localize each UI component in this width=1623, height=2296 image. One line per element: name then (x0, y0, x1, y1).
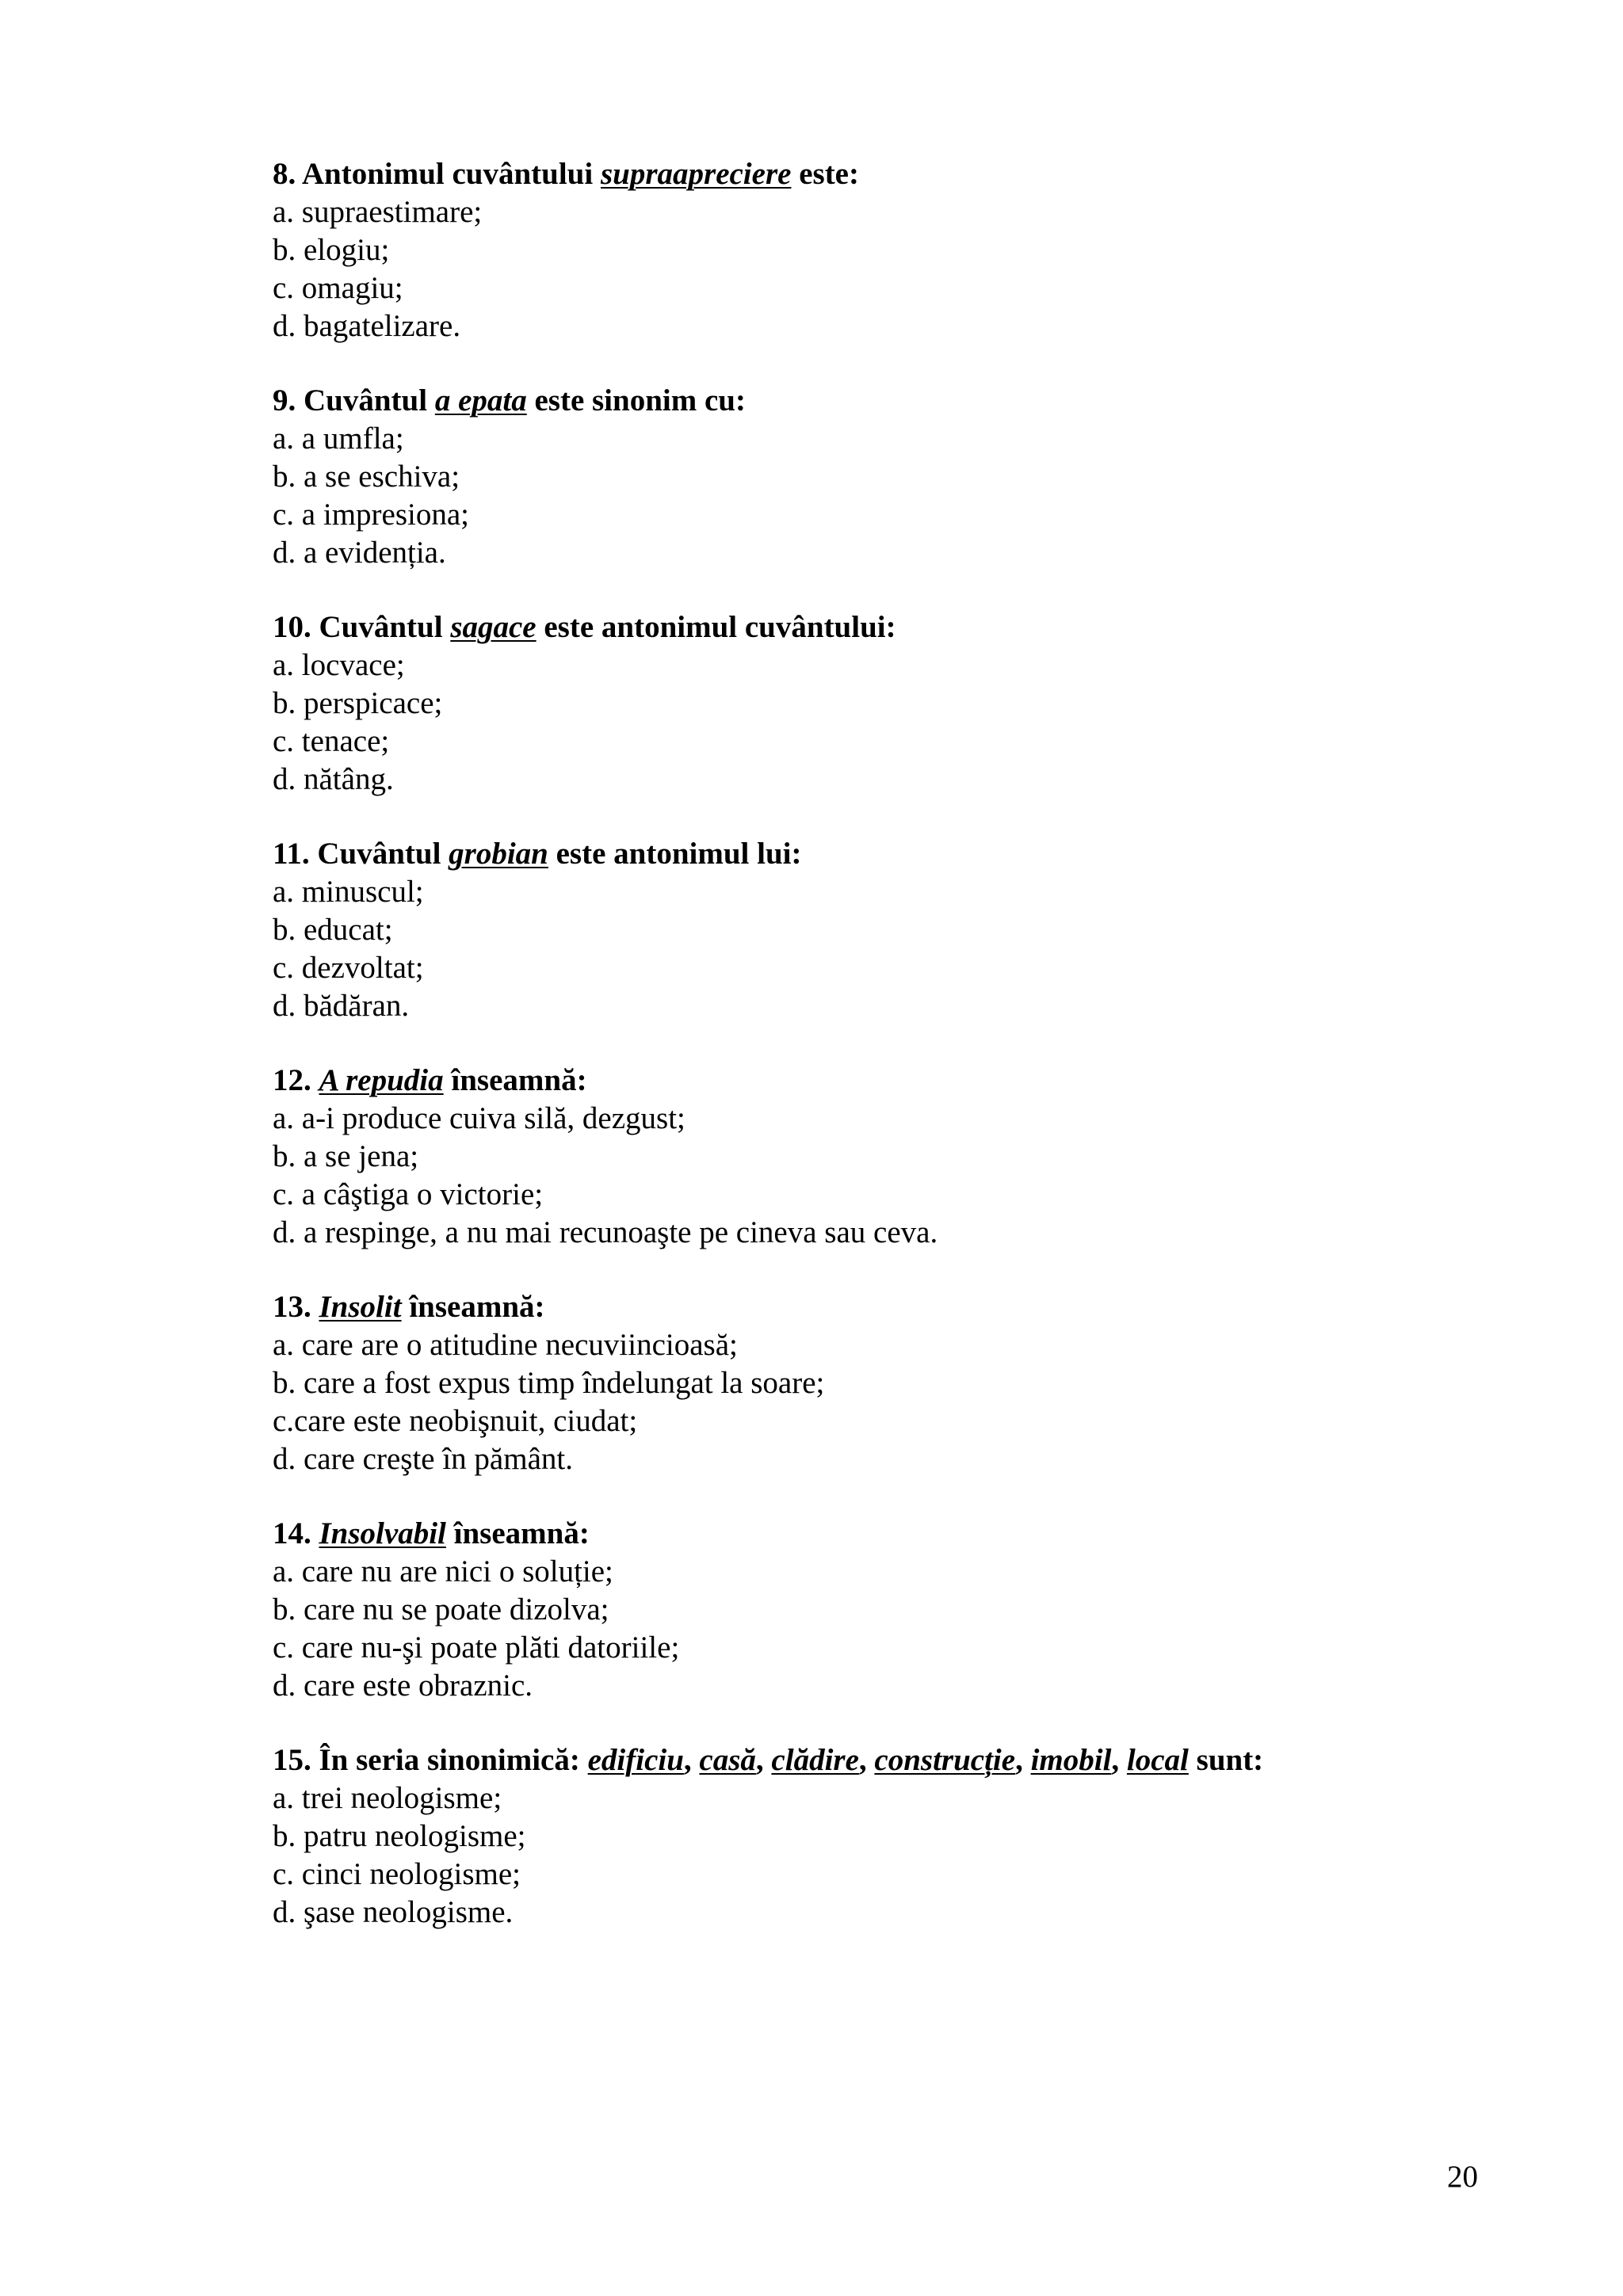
option-d: d. a evidenția. (273, 536, 446, 570)
separator: , (1111, 1743, 1127, 1777)
option-c: c. care nu-şi poate plăti datoriile; (273, 1630, 680, 1665)
option-c: c. cinci neologisme; (273, 1857, 521, 1891)
option-b: b. patru neologisme; (273, 1819, 526, 1853)
question-13 (273, 1288, 1541, 1478)
option-a: a. a-i produce cuiva silă, dezgust; (273, 1101, 685, 1135)
option-b: b. educat; (273, 913, 393, 947)
question-title (273, 1288, 1541, 1326)
keyword: Insolit (319, 1290, 402, 1324)
question-title (273, 1741, 1541, 1779)
option-b: b. perspicace; (273, 686, 443, 720)
option-d: d. bagatelizare. (273, 309, 461, 343)
keyword: Insolvabil (319, 1516, 446, 1550)
keyword: sagace (450, 610, 537, 644)
option-d: d. şase neologisme. (273, 1895, 514, 1929)
option-a: a. minuscul; (273, 875, 424, 909)
option-a: a. care nu are nici o soluție; (273, 1554, 613, 1589)
keyword: supraapreciere (600, 157, 792, 191)
keyword: clădire (771, 1743, 859, 1777)
question-12 (273, 1062, 1541, 1252)
question-10 (273, 608, 1541, 799)
question-text: 13. (273, 1290, 319, 1324)
question-title (273, 382, 1541, 420)
separator: , (683, 1743, 700, 1777)
option-d: d. nătâng. (273, 762, 394, 796)
question-14 (273, 1515, 1541, 1705)
separator: , (858, 1743, 875, 1777)
keyword: local (1126, 1743, 1189, 1777)
option-b: b. a se eschiva; (273, 460, 460, 494)
question-text: este antonimul lui: (548, 837, 802, 871)
keyword: A repudia (319, 1063, 444, 1097)
option-d: d. bădăran. (273, 989, 410, 1023)
question-title (273, 835, 1541, 873)
question-15 (273, 1741, 1541, 1932)
question-title (273, 155, 1541, 193)
question-text: înseamnă: (443, 1063, 587, 1097)
option-a: a. supraestimare; (273, 195, 483, 229)
question-text: 9. Cuvântul (273, 383, 435, 418)
question-text: înseamnă: (445, 1516, 590, 1550)
option-a: a. a umfla; (273, 421, 404, 456)
question-text: este antonimul cuvântului: (536, 610, 896, 644)
question-text: 11. Cuvântul (273, 837, 449, 871)
question-9 (273, 382, 1541, 572)
option-c: c. omagiu; (273, 271, 403, 305)
separator: , (1015, 1743, 1031, 1777)
separator: , (755, 1743, 772, 1777)
question-text: 12. (273, 1063, 319, 1097)
option-a: a. trei neologisme; (273, 1781, 502, 1815)
option-d: d. a respinge, a nu mai recunoaşte pe cineva sau ceva. (273, 1215, 938, 1249)
question-11 (273, 835, 1541, 1025)
option-d: d. care este obraznic. (273, 1669, 533, 1703)
option-c: c. a impresiona; (273, 498, 469, 532)
option-d: d. care creşte în pământ. (273, 1442, 573, 1476)
question-title (273, 1062, 1541, 1100)
option-a: a. care are o atitudine necuviincioasă; (273, 1328, 738, 1362)
option-a: a. locvace; (273, 648, 405, 682)
question-title (273, 608, 1541, 646)
keyword: grobian (449, 837, 548, 871)
question-text: 15. În seria sinonimică: (273, 1743, 588, 1777)
option-c: c. dezvoltat; (273, 951, 424, 985)
question-text: este: (791, 157, 859, 191)
keyword: a epata (434, 383, 527, 418)
option-b: b. a se jena; (273, 1139, 419, 1173)
option-b: b. elogiu; (273, 233, 390, 267)
keyword: edificiu (587, 1743, 684, 1777)
option-c: c. a câştiga o victorie; (273, 1177, 544, 1211)
option-c: c.care este neobişnuit, ciudat; (273, 1404, 638, 1438)
page-number: 20 (1447, 2160, 1478, 2194)
keyword: casă (699, 1743, 756, 1777)
question-text: înseamnă: (401, 1290, 545, 1324)
question-text: sunt: (1188, 1743, 1264, 1777)
option-b: b. care a fost expus timp îndelungat la soare; (273, 1366, 825, 1400)
question-title (273, 1515, 1541, 1553)
question-text: este sinonim cu: (526, 383, 746, 418)
question-text: 8. Antonimul cuvântului (273, 157, 601, 191)
question-8 (273, 155, 1541, 345)
question-text: 14. (273, 1516, 319, 1550)
document-page (273, 155, 1541, 1968)
keyword: imobil (1030, 1743, 1112, 1777)
question-text: 10. Cuvântul (273, 610, 451, 644)
keyword: construcție (874, 1743, 1016, 1777)
option-c: c. tenace; (273, 724, 390, 758)
option-b: b. care nu se poate dizolva; (273, 1592, 609, 1627)
